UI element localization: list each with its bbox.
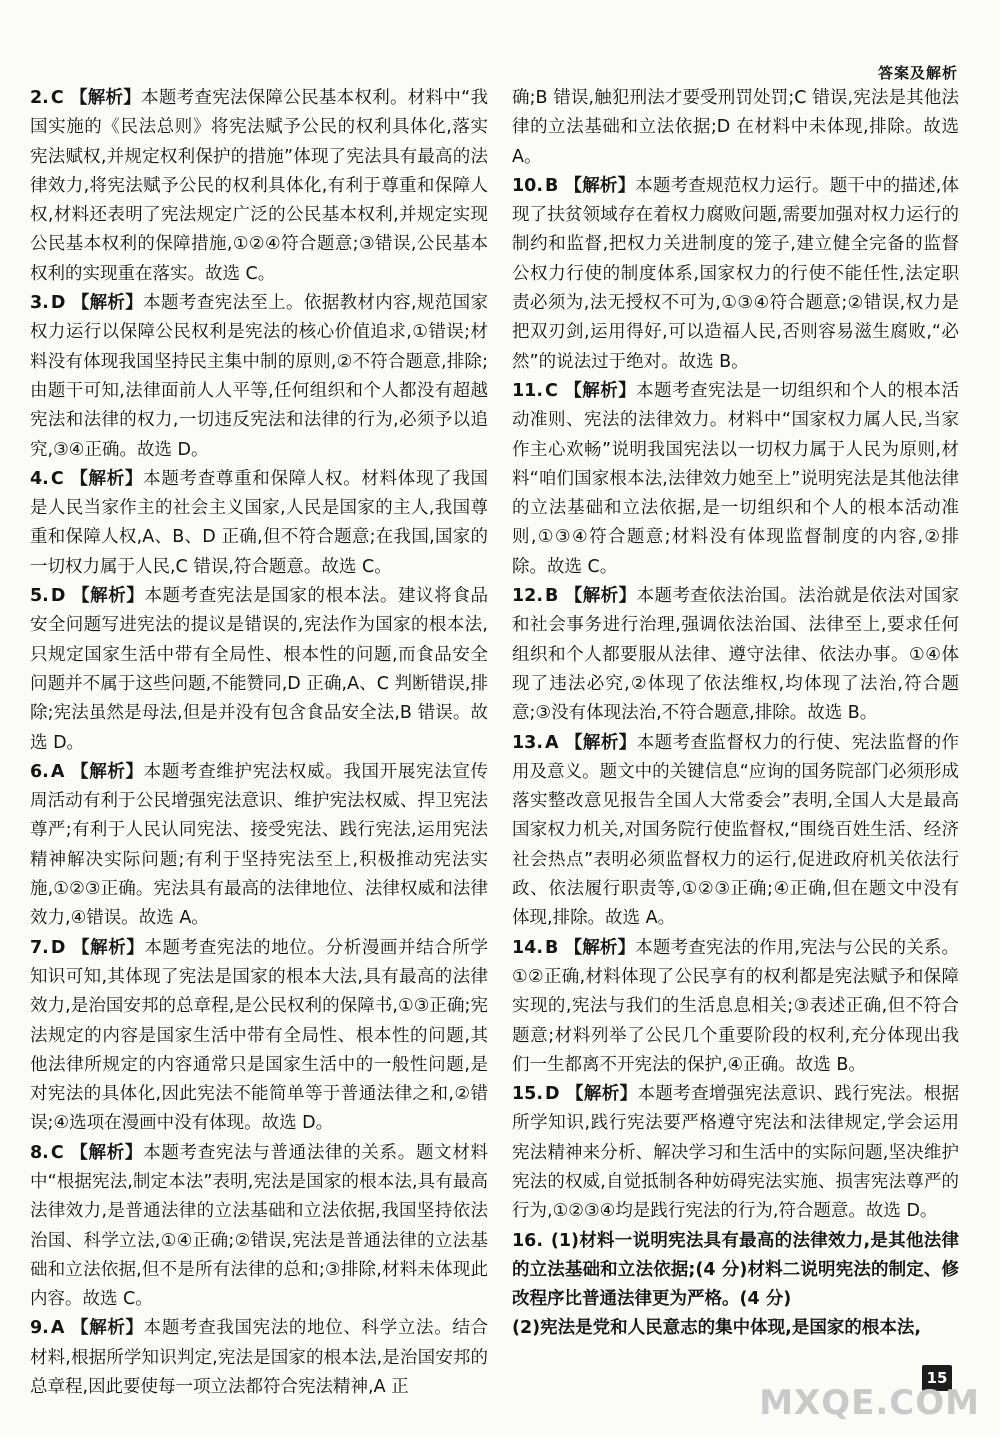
right-column bbox=[512, 84, 959, 1344]
answer-letter: A bbox=[50, 1318, 65, 1339]
answer-letter: C bbox=[50, 1142, 64, 1163]
answer-letter: C bbox=[50, 468, 64, 489]
analysis-tag: 【解析】 bbox=[564, 175, 636, 196]
analysis-text: 本题考查尊重和保障人权。材料体现了我国是人民当家作主的社会主义国家,人民是国家的主人,我国尊重和保障人权,A、B、D 正确,但不符合题意;在我国,国家的一切权力属于人民,C 错误,符合题意。故选 C。 bbox=[30, 468, 489, 577]
question-number: 14. bbox=[512, 937, 544, 958]
answer-letter: B bbox=[545, 937, 559, 958]
analysis-text: 确;B 错误,触犯刑法才要受刑罚处罚;C 错误,宪法是其他法律的立法基础和立法依据;D 在材料中未体现,排除。故选 A。 bbox=[512, 88, 959, 167]
analysis-text: 本题考查宪法的地位。分析漫画并结合所学知识可知,其体现了宪法是国家的根本大法,具有最高的法律效力,是治国安邦的总章程,是公民权利的保障书,①③正确;宪法规定的内容是国家生活中带有全局性、根本性的问题,其他法律所规定的内容通常只是国家生活中的一般性问题,是对宪法的具体化,因此宪法不能简单等于普通法律之和,②错误;④选项在漫画中没有体现。故选 D。 bbox=[30, 937, 489, 1134]
analysis-tag: 【解析】 bbox=[564, 937, 636, 958]
answer-item-16-part2: (2)宪法是党和人民意志的集中体现,是国家的根本法, bbox=[512, 1318, 921, 1339]
question-number: 4. bbox=[30, 468, 49, 489]
answer-letter: C bbox=[50, 88, 64, 108]
answer-letter: C bbox=[545, 380, 558, 401]
question-number: 10. bbox=[512, 175, 544, 196]
analysis-tag: 【解析】 bbox=[69, 1142, 144, 1163]
answer-item-2 bbox=[30, 84, 488, 289]
analysis-text: 本题考查宪法与普通法律的关系。题文材料中“根据宪法,制定本法”表明,宪法是国家的根本法,具有最高法律效力,是普通法律的立法基础和立法依据,我国坚持依法治国、科学立法,①④正确;②错误,宪法是普通法律的立法基础和立法依据,但不是所有法律的总和;③排除,材料未体现此内容。故选 C。 bbox=[30, 1142, 489, 1310]
analysis-text: 本题考查依法治国。法治就是依法对国家和社会事务进行治理,强调依法治国、法律至上,要求任何组织和个人都要服从法律、遵守法律、依法办事。①④体现了违法必究,②体现了依法维权,均体现了法治,符合题意;③没有体现法治,不符合题意,排除。故选 B。 bbox=[512, 586, 960, 724]
analysis-text: 本题考查规范权力运行。题干中的描述,体现了扶贫领域存在着权力腐败问题,需要加强对权力运行的制约和监督,把权力关进制度的笼子,建立健全完备的监督公权力行使的制度体系,国家权力的行使不能任性,法定职责必须为,法无授权不可为,①③④符合题意;②错误,权力是把双刃剑,运用得好,可以造福人民,否则容易滋生腐败,“必然”的说法过于绝对。故选 B。 bbox=[512, 175, 960, 372]
analysis-text: 本题考查宪法是国家的根本法。建议将食品安全问题写进宪法的提议是错误的,宪法作为国家的根本法,只规定国家生活中带有全局性、根本性的问题,而食品安全问题并不属于这些问题,不能赞同,D 正确,A、C 判断错误,排除;宪法虽然是母法,但是并没有包含食品安全法,B 错误。故选 D。 bbox=[30, 586, 489, 753]
analysis-text: 本题考查我国宪法的地位、科学立法。结合材料,根据所学知识判定,宪法是国家的根本法,是治国安邦的总章程,因此要使每一项立法都符合宪法精神,A 正 bbox=[30, 1318, 489, 1398]
answer-item-15 bbox=[512, 1080, 959, 1226]
analysis-tag: 【解析】 bbox=[71, 293, 144, 314]
answer-item-12 bbox=[512, 582, 959, 728]
analysis-text: 本题考查维护宪法权威。我国开展宪法宣传周活动有利于公民增强宪法意识、维护宪法权威、捍卫宪法尊严;有利于人民认同宪法、接受宪法、践行宪法,运用宪法精神解决实际问题;有利于坚持宪法至上,积极推动宪法实施,①②③正确。宪法具有最高的法律地位、法律权威和法律效力,④错误。故选 A。 bbox=[30, 761, 489, 929]
analysis-tag: 【解析】 bbox=[69, 468, 144, 489]
question-number: 13. bbox=[512, 732, 544, 753]
question-number: 16. bbox=[512, 1230, 544, 1251]
answer-item-13 bbox=[512, 729, 959, 934]
answer-item-11 bbox=[512, 377, 959, 582]
answer-item-4 bbox=[30, 465, 488, 582]
analysis-tag: 【解析】 bbox=[563, 380, 637, 401]
answer-letter: B bbox=[545, 175, 559, 196]
analysis-tag: 【解析】 bbox=[71, 937, 145, 958]
analysis-text: 本题考查监督权力的行使、宪法监督的作用及意义。题文中的关键信息“应询的国务院部门必须形成落实整改意见报告全国人大常委会”表明,全国人大是最高国家权力机关,对国务院行使监督权,“围绕百姓生活、经济社会热点”表明必须监督权力的运行,促进政府机关依法行政、依法履行职责等,①②③正确;④正确,但在题文中没有体现,排除。故选 A。 bbox=[512, 732, 960, 929]
question-number: 5. bbox=[30, 586, 49, 607]
analysis-text: 本题考查宪法至上。依据教材内容,规范国家权力运行以保障公民权利是宪法的核心价值追求,①错误;材料没有体现我国坚持民主集中制的原则,②不符合题意,排除;由题干可知,法律面前人人平等,任何组织和个人都没有超越宪法和法律的权力,一切违反宪法和法律的行为,必须予以追究,③④正确。故选 D。 bbox=[30, 293, 489, 460]
answer-item-7 bbox=[30, 934, 488, 1139]
answer-letter: A bbox=[50, 761, 65, 782]
analysis-text: 本题考查宪法是一切组织和个人的根本活动准则、宪法的法律效力。材料中“国家权力属人民,当家作主心欢畅”说明我国宪法以一切权力属于人民为原则,材料“咱们国家根本法,法律效力她至上”说明宪法是其他法律的立法基础和立法依据,是一切组织和个人的根本活动准则,①③④符合题意;材料没有体现监督制度的内容,②排除。故选 C。 bbox=[512, 380, 960, 577]
question-number: 12. bbox=[512, 586, 544, 607]
answer-item-10 bbox=[512, 172, 959, 377]
answer-letter: D bbox=[50, 293, 66, 314]
answer-letter: A bbox=[545, 732, 559, 753]
answer-item-9 bbox=[30, 1314, 488, 1402]
analysis-tag: 【解析】 bbox=[564, 732, 637, 753]
question-number: 7. bbox=[30, 937, 49, 958]
watermark: MXQE.COM bbox=[759, 1383, 980, 1423]
answer-item-14 bbox=[512, 934, 959, 1080]
analysis-text: 本题考查增强宪法意识、践行宪法。根据所学知识,践行宪法要严格遵守宪法和法律规定,学会运用宪法精神来分析、解决学习和生活中的实际问题,坚决维护宪法的权威,自觉抵制各种妨碍宪法实施、损害宪法尊严的行为,①②③④均是践行宪法的行为,符合题意。故选 D。 bbox=[512, 1084, 959, 1222]
question-number: 2. bbox=[30, 88, 49, 108]
question-number: 9. bbox=[30, 1318, 49, 1339]
analysis-text: 本题考查宪法的作用,宪法与公民的关系。①②正确,材料体现了公民享有的权利都是宪法赋予和保障实现的,宪法与我们的生活息息相关;③表述正确,但不符合题意;材料列举了公民几个重要阶段的权利,充分体现出我们一生都离不开宪法的保护,④正确。故选 B。 bbox=[512, 937, 960, 1075]
answer-item-8 bbox=[30, 1139, 488, 1315]
question-number: 11. bbox=[512, 380, 544, 401]
answer-letter: B bbox=[545, 586, 559, 607]
analysis-tag: 【解析】 bbox=[69, 88, 142, 108]
question-number: 15. bbox=[512, 1084, 544, 1105]
answer-item-6 bbox=[30, 758, 488, 934]
analysis-text: (1)材料一说明宪法具有最高的法律效力,是其他法律的立法基础和立法依据;(4 分)材料二说明宪法的制定、修改程序比普通法律更为严格。(4 分) bbox=[512, 1230, 959, 1310]
question-number: 3. bbox=[30, 293, 49, 314]
answer-letter: D bbox=[545, 1084, 560, 1105]
analysis-tag: 【解析】 bbox=[70, 761, 144, 782]
question-number: 6. bbox=[30, 761, 49, 782]
answer-item-16 bbox=[512, 1227, 959, 1315]
left-column bbox=[30, 84, 488, 1402]
analysis-text: 本题考查宪法保障公民基本权利。材料中“我国实施的《民法总则》将宪法赋予公民的权利具体化,落实宪法赋权,并规定权利保护的措施”体现了宪法具有最高的法律效力,将宪法赋予公民的权利具体化,有利于尊重和保障人权,材料还表明了宪法规定广泛的公民基本权利,并规定实现公民基本权利的保障措施,①②④符合题意;③错误,公民基本权利的实现重在落实。故选 C。 bbox=[30, 88, 488, 284]
analysis-tag: 【解析】 bbox=[70, 1318, 144, 1339]
answer-letter: D bbox=[50, 937, 66, 958]
page-number: 15 bbox=[922, 1365, 952, 1391]
answer-item-3 bbox=[30, 289, 488, 465]
question-number: 8. bbox=[30, 1142, 49, 1163]
analysis-tag: 【解析】 bbox=[71, 586, 145, 607]
analysis-tag: 【解析】 bbox=[564, 586, 637, 607]
answer-item-5 bbox=[30, 582, 488, 758]
answer-letter: D bbox=[50, 586, 66, 607]
analysis-tag: 【解析】 bbox=[565, 1084, 638, 1105]
page-header: 答案及解析 bbox=[877, 64, 958, 82]
answer-item-9-continued bbox=[512, 84, 959, 172]
